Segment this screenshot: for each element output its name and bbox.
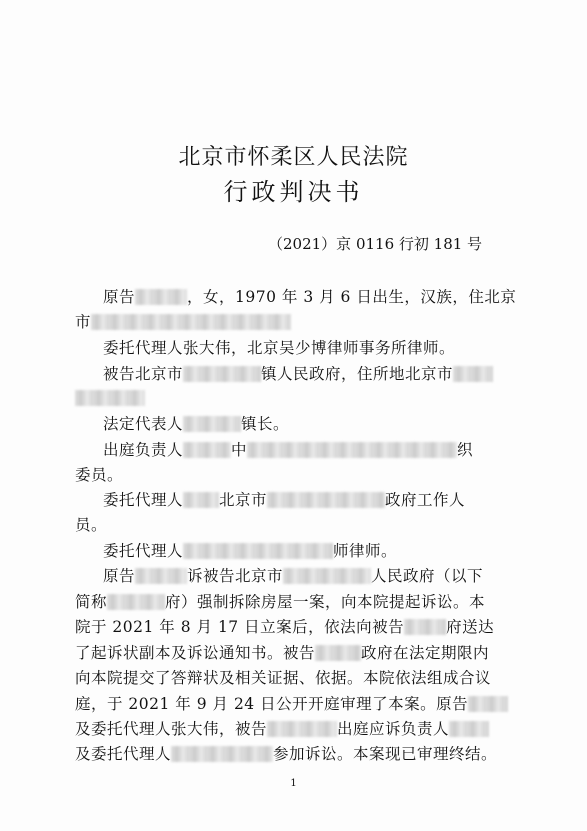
text-segment: 及委托代理人	[75, 745, 172, 763]
text-segment: 市	[75, 313, 92, 331]
text-segment: 被告北京市	[103, 365, 184, 383]
text-segment: 诉被告北京市	[187, 567, 284, 585]
summary-line	[75, 592, 485, 612]
defendant-address-line	[75, 388, 145, 408]
summary-line	[75, 617, 494, 637]
text-segment: 委员。	[75, 466, 124, 484]
redacted-block	[75, 390, 145, 406]
redacted-block	[247, 442, 457, 458]
redacted-block	[183, 416, 241, 432]
defendant-line	[103, 364, 493, 384]
summary-line	[75, 668, 491, 688]
text-segment: 委托代理人	[103, 542, 184, 560]
legal-representative-line	[103, 414, 289, 434]
text-segment: 原告	[103, 288, 136, 306]
summary-line	[75, 744, 497, 764]
redacted-block	[107, 594, 165, 610]
case-number: （2021）京 0116 行初 181 号	[268, 235, 483, 253]
page-number: 1	[290, 778, 297, 789]
summary-line	[75, 694, 508, 714]
redacted-block	[267, 721, 337, 737]
text-segment: 出庭负责人	[103, 441, 184, 459]
defendant-agent-line-cont	[75, 515, 107, 535]
text-segment: 北京市	[219, 491, 268, 509]
plaintiff-address-line	[75, 312, 291, 332]
text-segment: 简称	[75, 593, 108, 611]
redacted-block	[135, 568, 187, 584]
redacted-block	[404, 619, 446, 635]
summary-line	[75, 643, 489, 663]
redacted-block	[283, 568, 371, 584]
text-segment: 及委托代理人张大伟，被告	[75, 720, 268, 738]
defendant-agent-line	[103, 490, 465, 510]
text-segment: 师律师。	[333, 542, 398, 560]
redacted-block	[468, 696, 508, 712]
responsible-person-line-cont	[75, 465, 123, 485]
summary-line	[75, 719, 489, 739]
text-segment: 委托代理人张大伟，北京吴少博律师事务所律师。	[103, 339, 456, 357]
redacted-block	[315, 645, 361, 661]
text-segment: 中	[231, 441, 248, 459]
text-segment: 了起诉状副本及诉讼通知书。被告	[75, 644, 316, 662]
text-segment: 出庭应诉负责人	[337, 720, 450, 738]
text-segment: 人民政府（以下	[371, 567, 484, 585]
text-segment: 庭，于 2021 年 9 月 24 日公开开庭审理了本案。原告	[75, 695, 469, 713]
text-segment: 法定代表人	[103, 415, 184, 433]
text-segment: 原告	[103, 567, 136, 585]
redacted-block	[183, 543, 333, 559]
text-segment: ，女，1970 年 3 月 6 日出生，汉族，住北京	[187, 288, 517, 306]
plaintiff-line	[103, 287, 516, 307]
text-segment: 院于 2021 年 8 月 17 日立案后，依法向被告	[75, 618, 405, 636]
document-type-title: 行政判决书	[223, 178, 364, 206]
redacted-block	[267, 492, 385, 508]
text-segment: 政府在法定期限内	[361, 644, 490, 662]
redacted-block	[91, 314, 291, 330]
text-segment: 员。	[75, 516, 108, 534]
redacted-block	[183, 366, 261, 382]
text-segment: 府）强制拆除房屋一案，向本院提起诉讼。本	[165, 593, 486, 611]
plaintiff-agent-line	[103, 338, 455, 358]
redacted-block	[183, 442, 231, 458]
redacted-block	[171, 746, 273, 762]
redacted-block	[453, 366, 493, 382]
summary-line	[103, 566, 483, 586]
text-segment: 府送达	[446, 618, 495, 636]
redacted-block	[183, 492, 219, 508]
text-segment: 政府工作人	[385, 491, 466, 509]
text-segment: 向本院提交了答辩状及相关证据、依据。本院依法组成合议	[75, 669, 492, 687]
responsible-person-line	[103, 440, 473, 460]
court-name: 北京市怀柔区人民法院	[178, 145, 409, 170]
text-segment: 织	[457, 441, 474, 459]
text-segment: 参加诉讼。本案现已审理终结。	[273, 745, 498, 763]
redacted-block	[449, 721, 489, 737]
text-segment: 委托代理人	[103, 491, 184, 509]
text-segment: 镇人民政府，住所地北京市	[261, 365, 454, 383]
defendant-agent2-line	[103, 541, 397, 561]
text-segment: 镇长。	[241, 415, 290, 433]
redacted-block	[135, 289, 187, 305]
